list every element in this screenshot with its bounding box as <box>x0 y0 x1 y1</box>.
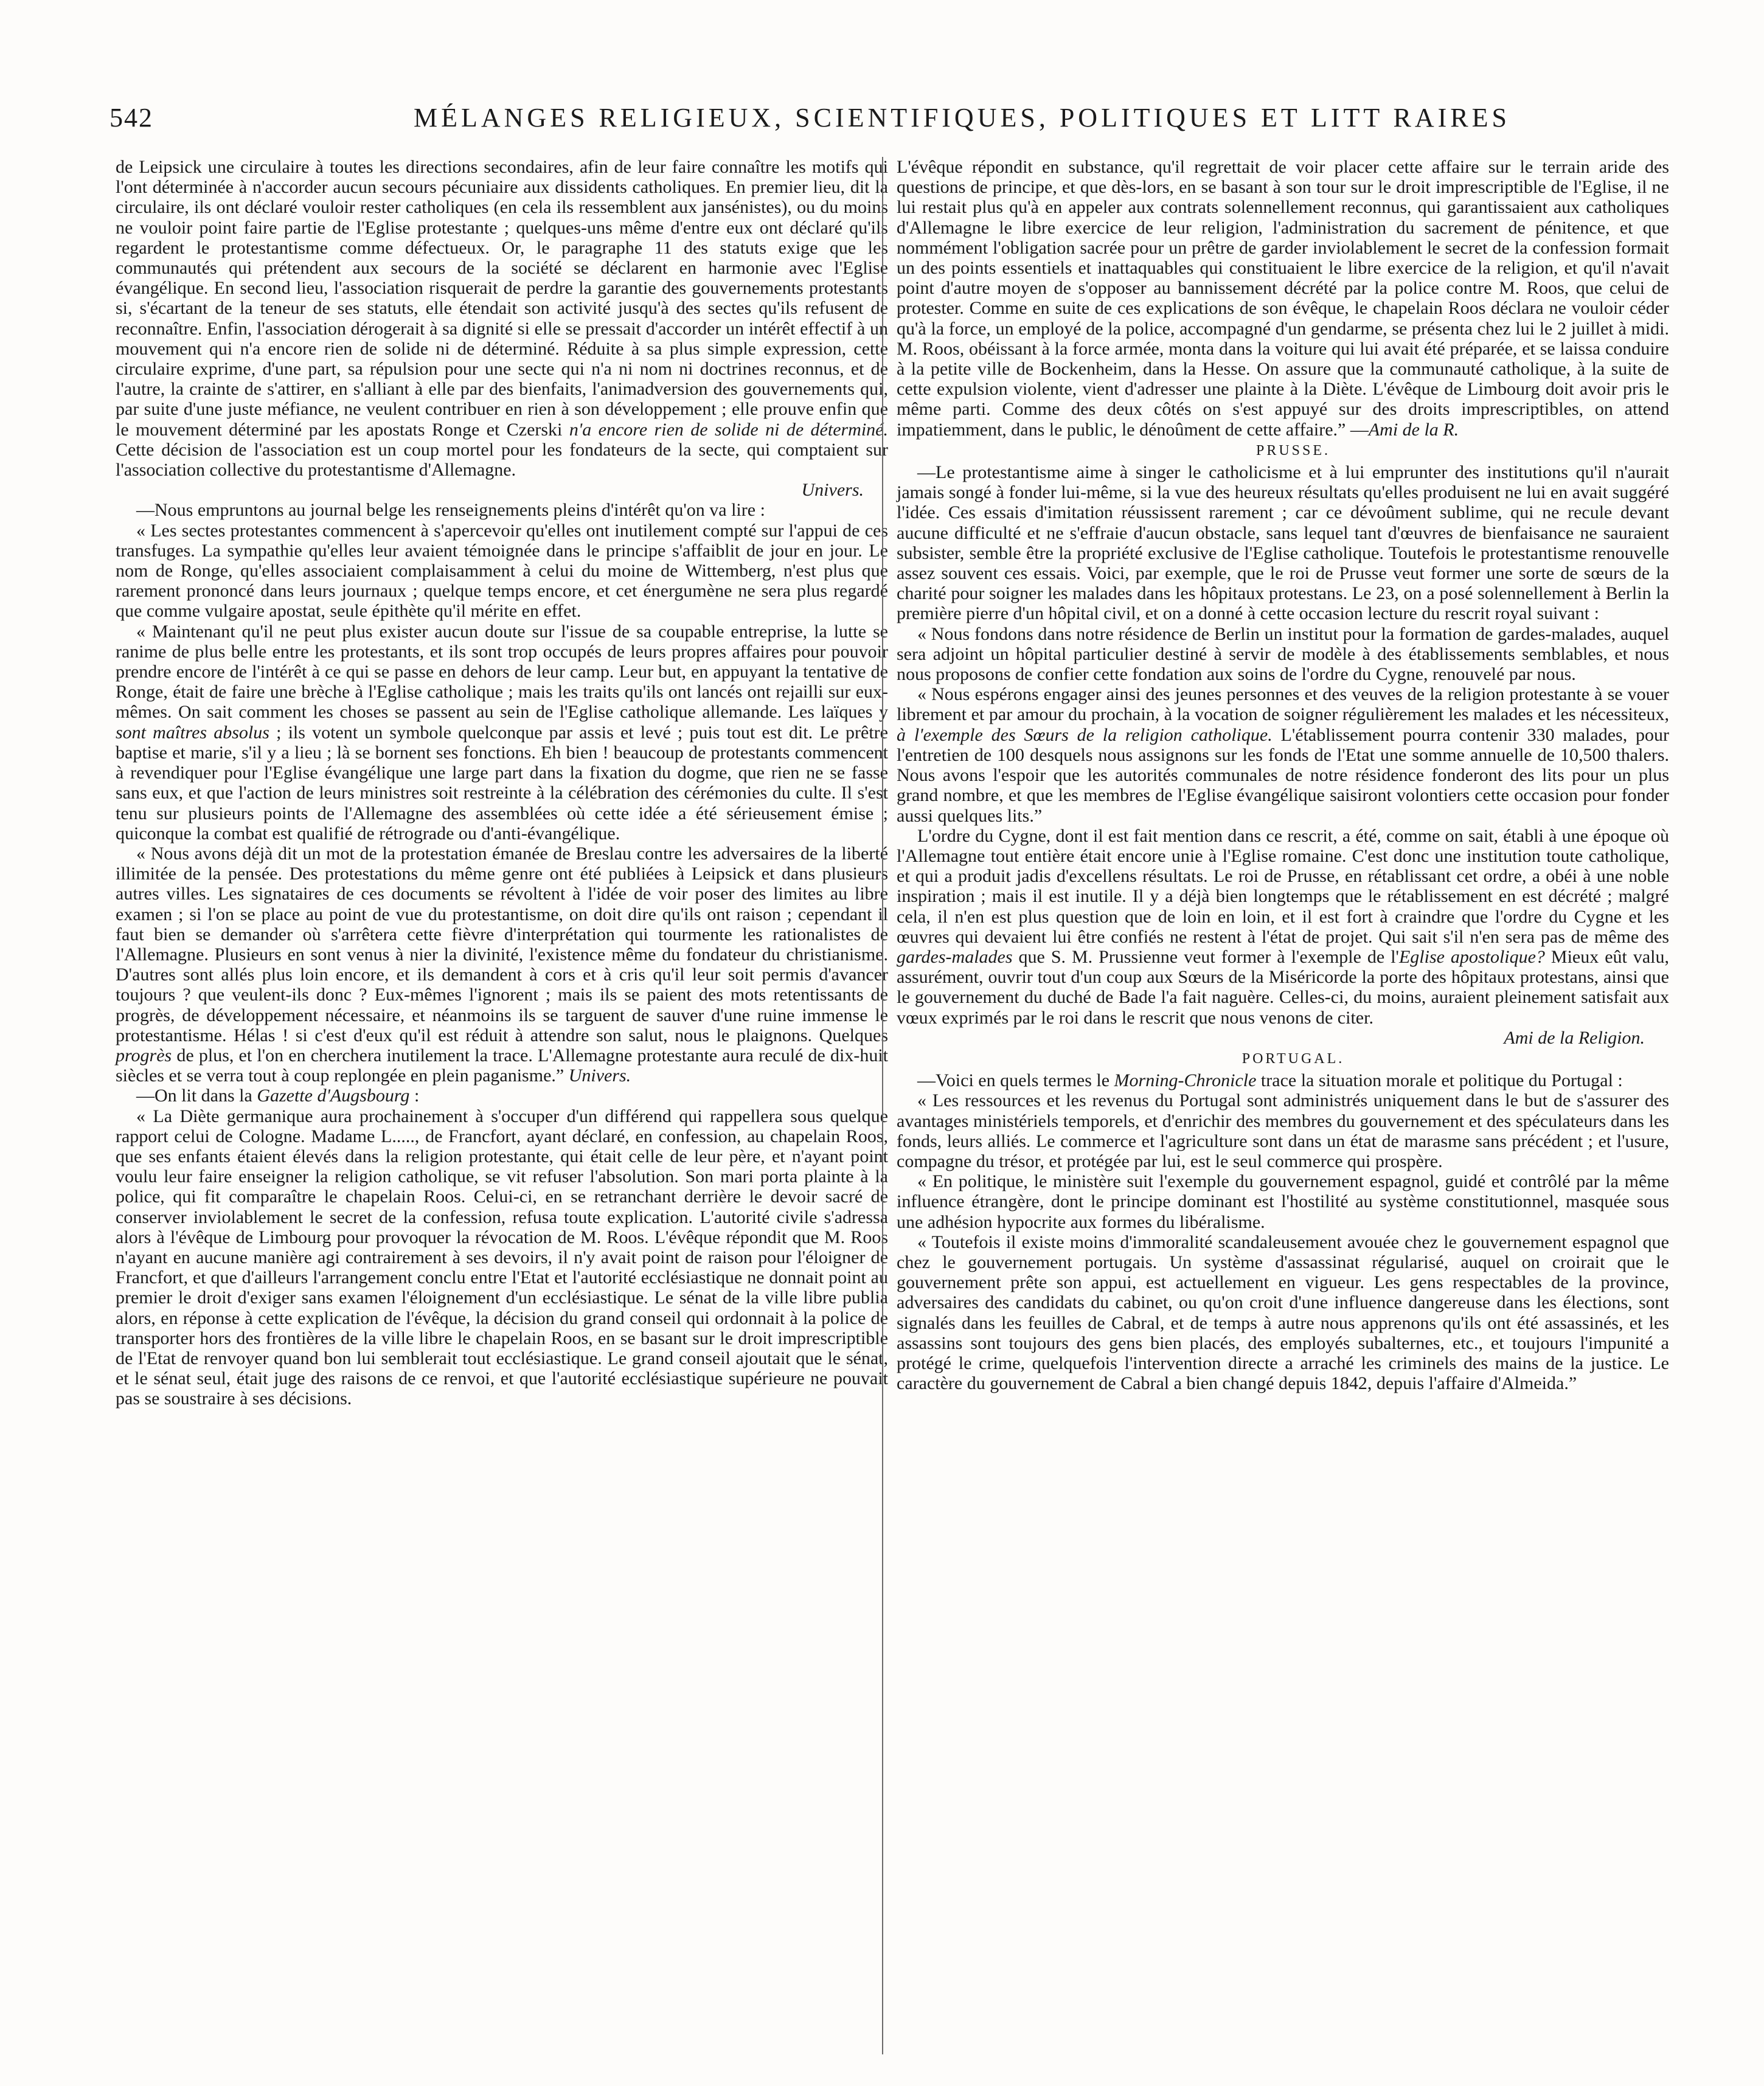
quoted-paragraph: « Maintenant qu'il ne peut plus exister aucun doute sur l'issue de sa coupable entreprise, la lutte se ranime de plus belle entre les protestants, et ils sont trop occupés de leurs propres affaires pour pouvoir prendre encore de l'intérêt à ce qui se passe en dehors de leur camp. Leur but, en appuyant la tentative de Ronge, était de faire une brèche à l'Eglise catholique ; mais les traits qu'ils ont lancés ont rejailli sur eux-mêmes. On sait comment les choses se passent au sein de l'Eglise catholique allemande. Les laïques y sont maîtres absolus ; ils votent un symbole quelconque par assis et levé ; puis tout est dit. Le prêtre baptise et marie, s'il y a lieu ; là se bornent ses fonctions. Eh bien ! beaucoup de protestants commencent à revendiquer pour l'Eglise évangélique une large part dans la fixation du dogme, que rien ne se fasse sans eux, et que l'action de leurs ministres soit restreinte à la célébration des cérémonies du culte. Il s'est tenu sur plusieurs points de l'Allemagne des assemblées où cette idée a été sérieusement émise ; quiconque la combat est qualifié de rétrograde ou d'anti-évangélique. <box>116 621 888 844</box>
source-signature: Ami de la R. <box>1368 419 1459 440</box>
column-divider <box>882 157 883 2054</box>
article-paragraph: —Le protestantisme aime à singer le catholicisme et à lui emprunter des institutions qu'il n'aurait jamais songé à fonder lui-même, si la vue des heureux résultats qu'elles produisent ne lui en avait suggéré l'idée. Ces essais d'imitation réussissent rarement ; car ce dévoûment sublime, qui ne recule devant aucune difficulté et ne s'effraie d'aucun obstacle, sans lequel tant d'œuvres de bienfaisance ne sauraient subsister, semble être la propriété exclusive de l'Eglise catholique. Toutefois le protestantisme renouvelle assez souvent ces essais. Voici, par exemple, que le roi de Prusse veut former une sorte de sœurs de la charité pour soigner les malades dans les hôpitaux protestans. Le 23, on a posé solennellement à Berlin la première pierre d'un hôpital civil, et on a donné à cette occasion lecture du rescrit royal suivant : <box>897 462 1669 624</box>
quoted-paragraph: « En politique, le ministère suit l'exemple du gouvernement espagnol, guidé et contrôlé par la même influence étrangère, dont le principe dominant est l'hostilité au système constitutionnel, masquée sous une adhésion hypocrite aux formes du libéralisme. <box>897 1171 1669 1232</box>
source-signature: Ami de la Religion. <box>1504 1027 1645 1048</box>
right-column <box>897 157 1669 1393</box>
page-header <box>109 102 1667 145</box>
quoted-paragraph: « Nous avons déjà dit un mot de la protestation émanée de Breslau contre les adversaires de la liberté illimitée de la pensée. Des protestations du même genre ont été publiées à Leipsick et dans plusieurs autres villes. Les signataires de ces documents se révoltent à l'idée de voir poser des limites au libre examen ; si l'on se place au point de vue du protestantisme, on doit dire qu'ils ont raison ; cependant il faut bien se demander où s'arrêtera cette fièvre d'interprétation qui tourmente les rationalistes de l'Allemagne. Plusieurs en sont venus à nier la divinité, l'existence même du fondateur du christianisme. D'autres sont allés plus loin encore, et ils demandent à cors et à cris qu'il leur soit permis d'avancer toujours ? que veulent-ils donc ? Eux-mêmes l'ignorent ; mais ils se paient des mots retentissants de progrès, de développement nécessaire, et néanmoins ils se targuent de sauver d'une ruine immense le protestantisme. Hélas ! si c'est d'eux qu'il est réduit à attendre son salut, nous le plaignons. Quelques progrès de plus, et l'on en cherchera inutilement la trace. L'Allemagne protestante aura reculé de dix-huit siècles et se verra tout à coup replongée en plein paganisme.” Univers. <box>116 843 888 1086</box>
quoted-paragraph: « Nous espérons engager ainsi des jeunes personnes et des veuves de la religion protestante à se vouer librement et par amour du prochain, à la vocation de soigner régulièrement les malades et les nécessiteux, à l'exemple des Sœurs de la religion catholique. L'établissement pourra contenir 330 malades, pour l'entretien de 100 desquels nous assignons sur les fonds de l'Etat une somme annuelle de 10,500 thalers. Nous avons l'espoir que les autorités communales de notre résidence fonderont des lits pour un plus grand nombre, et que les membres de l'Eglise évangélique saisiront volontiers cette occasion pour fonder aussi quelques lits.” <box>897 684 1670 826</box>
article-paragraph: L'ordre du Cygne, dont il est fait mention dans ce rescrit, a été, comme on sait, établi à une époque où l'Allemagne tout entière était encore unie à l'Eglise romaine. C'est donc une institution toute catholique, et qui a produit jadis d'excellens résultats. Le roi de Prusse, en rétablissant cet ordre, a obéi à une noble inspiration ; mais il est inutile. Il y a déjà bien longtemps que le rétablissement en est décrété ; malgré cela, il n'en est plus question que de loin en loin, et il est fort à craindre que l'ordre du Cygne et les œuvres qui devaient lui être confiés ne restent à l'état de projet. Qui sait s'il n'en sera pas de même des gardes-malades que S. M. Prussienne veut former à l'exemple de l'Eglise apostolique? Mieux eût valu, assurément, ouvrir tout d'un coup aux Sœurs de la Miséricorde la porte des hôpitaux protestans, ainsi que le gouvernement du duché de Bade l'a fait naguère. Celles-ci, du moins, auraient pleinement satisfait aux vœux exprimés par le roi dans le rescrit que nous venons de citer. <box>897 825 1669 1028</box>
article-paragraph: —Voici en quels termes le Morning-Chronicle trace la situation morale et politique du Portugal : <box>917 1070 1623 1091</box>
source-signature: Univers. <box>801 480 864 501</box>
quoted-paragraph: « Toutefois il existe moins d'immoralité scandaleusement avouée chez le gouvernement espagnol que chez le gouvernement portugais. Un système d'assassinat régularisé, auquel on croirait que le gouvernement prête son appui, est actuellement en vigueur. Les gens respectables de la province, adversaires des candidats du cabinet, ou qu'on croit d'une influence dangereuse dans les élections, sont signalés dans les feuilles de Cabral, et de temps à autre nous apprenons qu'ils ont été assassinés, et les assassins sont toujours des gens bien placés, des employés subalternes, etc., et toujours l'impunité a protégé le crime, quelquefois l'intervention directe a arraché les criminels des mains de la justice. Le caractère du gouvernement de Cabral a bien changé depuis 1842, depuis l'affaire d'Almeida.” <box>897 1232 1669 1394</box>
article-paragraph: de Leipsick une circulaire à toutes les directions secondaires, afin de leur faire connaître les motifs qui l'ont déterminée à n'accorder aucun secours pécuniaire aux dissidents catholiques. En premier lieu, dit la circulaire, ils ont déclaré vouloir rester catholiques (en cela ils ressemblent aux jansénistes), ou du moins ne vouloir point faire partie de l'Eglise protestante ; quelques-uns même d'entre eux ont déclaré qu'ils regardent le protestantisme comme défectueux. Or, le paragraphe 11 des statuts exige que les communautés qui prétendent aux secours de la société se déclarent en harmonie avec l'Eglise évangélique. En second lieu, l'association risquerait de perdre la garantie des gouvernements protestants si, s'écartant de la teneur de ses statuts, elle étendait son activité jusqu'à des sectes qu'ils refusent de reconnaître. Enfin, l'association dérogerait à sa dignité si elle se pressait d'accorder un intérêt effectif à un mouvement qui n'a encore rien de solide ni de déterminé. Réduite à sa plus simple expression, cette circulaire exprime, d'une part, sa répulsion pour une secte qui n'a ni nom ni doctrines reconnus, et de l'autre, la crainte de s'attirer, en s'alliant à elle par des bienfaits, l'animadversion des gouvernements qui, par suite d'une juste méfiance, ne veulent contribuer en rien à son développement ; elle prouve enfin que le mouvement déterminé par les apostats Ronge et Czerski n'a encore rien de solide ni de déterminé. Cette décision de l'association est un coup mortel pour les fondateurs de la secte, qui comptaient sur l'association collective du protestantisme d'Allemagne. <box>116 157 889 480</box>
article-paragraph: —On lit dans la Gazette d'Augsbourg : <box>136 1086 420 1106</box>
running-title: MÉLANGES RELIGIEUX, SCIENTIFIQUES, POLITIQUES ET LITT RAIRES <box>414 103 1510 133</box>
article-paragraph: —Nous empruntons au journal belge les renseignements pleins d'intérêt qu'on va lire : <box>136 500 765 521</box>
article-paragraph: L'évêque répondit en substance, qu'il regrettait de voir placer cette affaire sur le terrain aride des questions de principe, et que dès-lors, en se basant à son tour sur le droit imprescriptible de l'Eglise, il ne lui restait plus qu'à en appeler aux contrats solennellement reconnus, qui garantissaient aux catholiques d'Allemagne le libre exercice de leur religion, l'administration du sacrement de pénitence, et que nommément l'obligation sacrée pour un prêtre de garder inviolablement le secret de la confession formait un des points essentiels et inattaquables qui constituaient le libre exercice de la religion, et qu'il n'avait point d'autre moyen de s'opposer au bannissement décrété par la police contre M. Roos, que celui de protester. Comme en suite de ces explications de son évêque, le chapelain Roos déclara ne vouloir céder qu'à la force, un employé de la police, accompagné d'un gendarme, se présenta chez lui le 2 juillet à midi. M. Roos, obéissant à la force armée, monta dans la voiture qui lui avait été préparée, et se laissa conduire à la petite ville de Bockenheim, dans la Hesse. On assure que la communauté catholique, à la suite de cette expulsion violente, vient d'adresser une plainte à la Diète. L'évêque de Limbourg doit avoir pris le même parti. Comme des deux côtés on s'est appuyé sur des droits imprescriptibles, on attend impatiemment, dans le public, le dénoûment de cette affaire.” —Ami de la R. <box>897 157 1669 440</box>
left-column <box>116 157 888 1409</box>
quoted-paragraph: « Les sectes protestantes commencent à s'apercevoir qu'elles ont inutilement compté sur l'appui de ces transfuges. La sympathie qu'elles leur avaient témoignée dans le principe s'affaiblit de jour en jour. Le nom de Ronge, qu'elles associaient complaisamment à celui du moine de Wittemberg, n'est plus que rarement prononcé dans leurs journaux ; quelque temps encore, et cet énergumène ne sera plus regardé que comme vulgaire apostat, seule épithète qu'il mérite en effet. <box>116 520 888 622</box>
source-signature: Univers. <box>568 1066 631 1086</box>
quoted-paragraph: « La Diète germanique aura prochainement à s'occuper d'un différend qui rappellera sous quelque rapport celui de Cologne. Madame L....., de Francfort, ayant déclaré, en confession, au chapelain Roos, que ses enfants étaient élevés dans la religion protestante, qui était celle de leur père, et n'ayant point voulu leur faire enseigner la religion catholique, se vit refuser l'absolution. Son mari porta plainte à la police, qui fit comparaître le chapelain Roos. Celui-ci, en se retranchant derrière le devoir sacré de conserver inviolablement le secret de la confession, refusa toute explication. L'autorité civile s'adressa alors à l'évêque de Limbourg pour provoquer la révocation de M. Roos. L'évêque répondit que M. Roos n'ayant en aucune manière agi contrairement à ses devoirs, il n'y avait point de raison pour l'éloigner de Francfort, et que d'ailleurs l'arrangement conclu entre l'Etat et l'autorité ecclésiastique ne donnait point au premier le droit d'exiger sans examen l'éloignement d'un ecclésiastique. Le sénat de la ville libre publia alors, en réponse à cette explication de l'évêque, la décision du grand conseil qui ordonnait à la police de transporter hors des frontières de la ville libre le chapelain Roos, en se basant sur le droit imprescriptible de l'Etat de renvoyer quand bon lui semblerait tout ecclésiastique. Le grand conseil ajoutait que le sénat, et le sénat seul, était juge des raisons de ce renvoi, et que l'autorité ecclésiastique supérieure ne pouvait pas se soustraire à ses décisions. <box>116 1106 888 1409</box>
page-number: 542 <box>109 103 153 133</box>
section-heading-portugal: PORTUGAL. <box>1241 1050 1345 1067</box>
section-heading-prusse: PRUSSE. <box>1255 442 1331 459</box>
quoted-paragraph: « Les ressources et les revenus du Portugal sont administrés uniquement dans le but de s'assurer des avantages ministériels temporels, et d'enrichir des membres du gouvernement et des spéculateurs dans les fonds, leurs alliés. Le commerce et l'agriculture sont dans un état de marasme sans précédent ; et l'usure, compagne du trésor, et protégée par lui, est le seul commerce qui prospère. <box>897 1090 1669 1171</box>
quoted-paragraph: « Nous fondons dans notre résidence de Berlin un institut pour la formation de gardes-malades, auquel sera adjoint un hôpital particulier destiné à servir de modèle à des établissements semblables, et nous nous proposons de confier cette fondation aux soins de l'ordre du Cygne, renouvelé par nous. <box>897 623 1669 685</box>
